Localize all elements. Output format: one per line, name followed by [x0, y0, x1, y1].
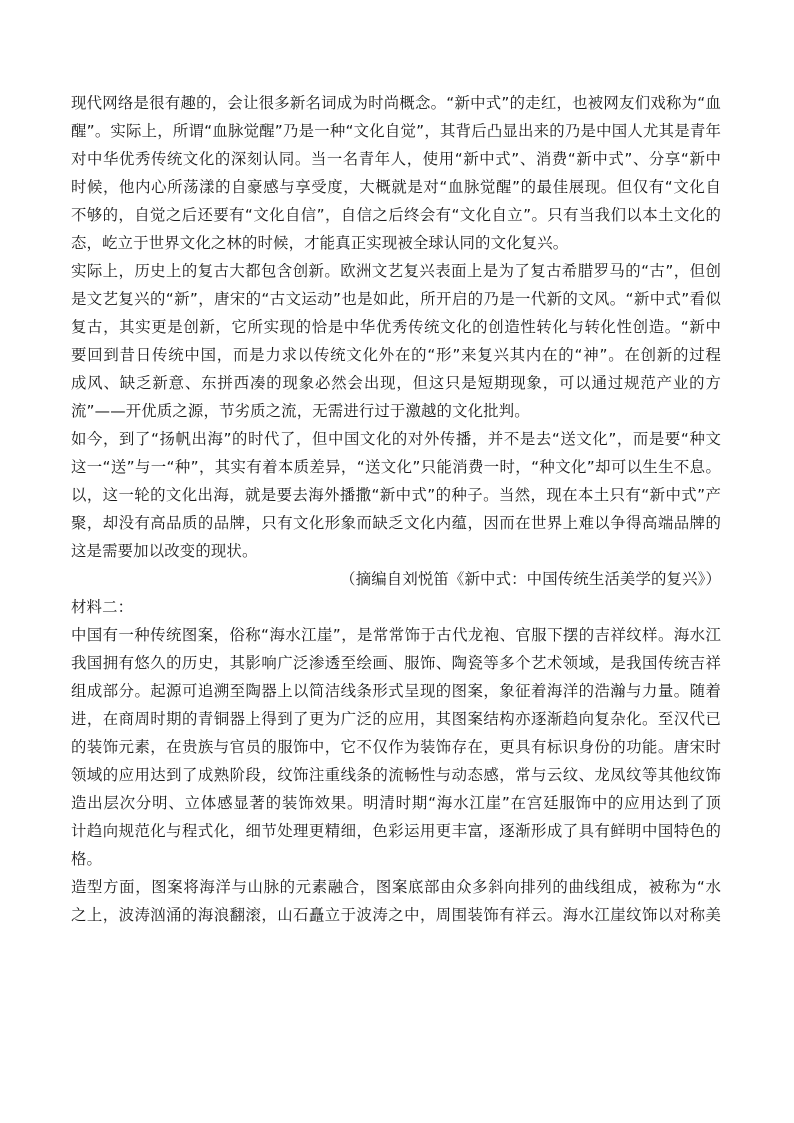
- paragraph-4-line-7: 造出层次分明、立体感显著的装饰效果。明清时期“海水江崖”在宫廷服饰中的应用达到了顶: [71, 794, 721, 812]
- paragraph-1-line-5: 不够的，自觉之后还要有“文化自信”，自信之后终会有“文化自立”。只有当我们以本土文化的: [71, 206, 721, 224]
- paragraph-4-line-9: 格。: [71, 850, 103, 868]
- material-2-heading: 材料二：: [71, 598, 134, 616]
- source-citation: （摘编自刘悦笛《新中式：中国传统生活美学的复兴》）: [340, 570, 721, 588]
- paragraph-5-line-2: 之上，波涛汹涌的海浪翻滚，山石矗立于波涛之中，周围装饰有祥云。海水江崖纹饰以对称美: [71, 906, 721, 924]
- paragraph-4-line-1: 中国有一种传统图案，俗称“海水江崖”，是常常饰于古代龙袍、官服下摆的吉祥纹样。海水江: [71, 626, 721, 644]
- paragraph-2-line-2: 是文艺复兴的“新”，唐宋的“古文运动”也是如此，所开启的乃是一代新的文风。“新中式”看似: [71, 290, 721, 308]
- paragraph-2-line-3: 复古，其实更是创新，它所实现的恰是中华优秀传统文化的创造性转化与转化性创造。“新中: [71, 318, 721, 336]
- paragraph-4-line-3: 组成部分。起源可追溯至陶器上以简洁线条形式呈现的图案，象征着海洋的浩瀚与力量。随着: [71, 682, 721, 700]
- paragraph-2-line-1: 实际上，历史上的复古大都包含创新。欧洲文艺复兴表面上是为了复古希腊罗马的“古”，但创: [71, 262, 721, 280]
- paragraph-3-line-3: 以，这一轮的文化出海，就是要去海外播撒“新中式”的种子。当然，现在本土只有“新中式”产: [71, 486, 721, 504]
- paragraph-1-line-2: 醒”。实际上，所谓“血脉觉醒”乃是一种“文化自觉”，其背后凸显出来的乃是中国人尤其是青年: [71, 122, 721, 140]
- paragraph-4-line-6: 领域的应用达到了成熟阶段，纹饰注重线条的流畅性与动态感，常与云纹、龙凤纹等其他纹饰: [71, 766, 721, 784]
- paragraph-5-line-1: 造型方面，图案将海洋与山脉的元素融合，图案底部由众多斜向排列的曲线组成，被称为“水: [71, 878, 721, 896]
- paragraph-4-line-8: 计趋向规范化与程式化，细节处理更精细，色彩运用更丰富，逐渐形成了具有鲜明中国特色的: [71, 822, 721, 840]
- paragraph-3-line-1: 如今，到了“扬帆出海”的时代了，但中国文化的对外传播，并不是去“送文化”，而是要“种文: [71, 430, 721, 448]
- paragraph-1-line-1: 现代网络是很有趣的，会让很多新名词成为时尚概念。“新中式”的走红，也被网友们戏称为“血: [71, 94, 721, 112]
- paragraph-2-line-6: 流”——开优质之源，节劣质之流，无需进行过于激越的文化批判。: [71, 402, 530, 420]
- paragraph-1-line-6: 态，屹立于世界文化之林的时候，才能真正实现被全球认同的文化复兴。: [71, 234, 569, 252]
- paragraph-4-line-5: 的装饰元素，在贵族与官员的服饰中，它不仅作为装饰存在，更具有标识身份的功能。唐宋时: [71, 738, 721, 756]
- paragraph-3-line-2: 这一“送”与一“种”，其实有着本质差异，“送文化”只能消费一时，“种文化”却可以生生不息。: [71, 458, 721, 476]
- paragraph-2-line-4: 要回到昔日传统中国，而是力求以传统文化外在的“形”来复兴其内在的“神”。在创新的过程: [71, 346, 721, 364]
- paragraph-3-line-5: 这是需要加以改变的现状。: [71, 542, 258, 560]
- paragraph-3-line-4: 聚，却没有高品质的品牌，只有文化形象而缺乏文化内蕴，因而在世界上难以争得高端品牌的: [71, 514, 721, 532]
- paragraph-4-line-2: 我国拥有悠久的历史，其影响广泛渗透至绘画、服饰、陶瓷等多个艺术领域，是我国传统吉祥: [71, 654, 721, 672]
- paragraph-1-line-4: 时候，他内心所荡漾的自豪感与享受度，大概就是对“血脉觉醒”的最佳展现。但仅有“文化自: [71, 178, 721, 196]
- paragraph-1-line-3: 对中华优秀传统文化的深刻认同。当一名青年人，使用“新中式”、消费“新中式”、分享“新中: [71, 150, 721, 168]
- paragraph-4-line-4: 进，在商周时期的青铜器上得到了更为广泛的应用，其图案结构亦逐渐趋向复杂化。至汉代已: [71, 710, 721, 728]
- paragraph-2-line-5: 成风、缺乏新意、东拼西凑的现象必然会出现，但这只是短期现象，可以通过规范产业的方: [71, 374, 721, 392]
